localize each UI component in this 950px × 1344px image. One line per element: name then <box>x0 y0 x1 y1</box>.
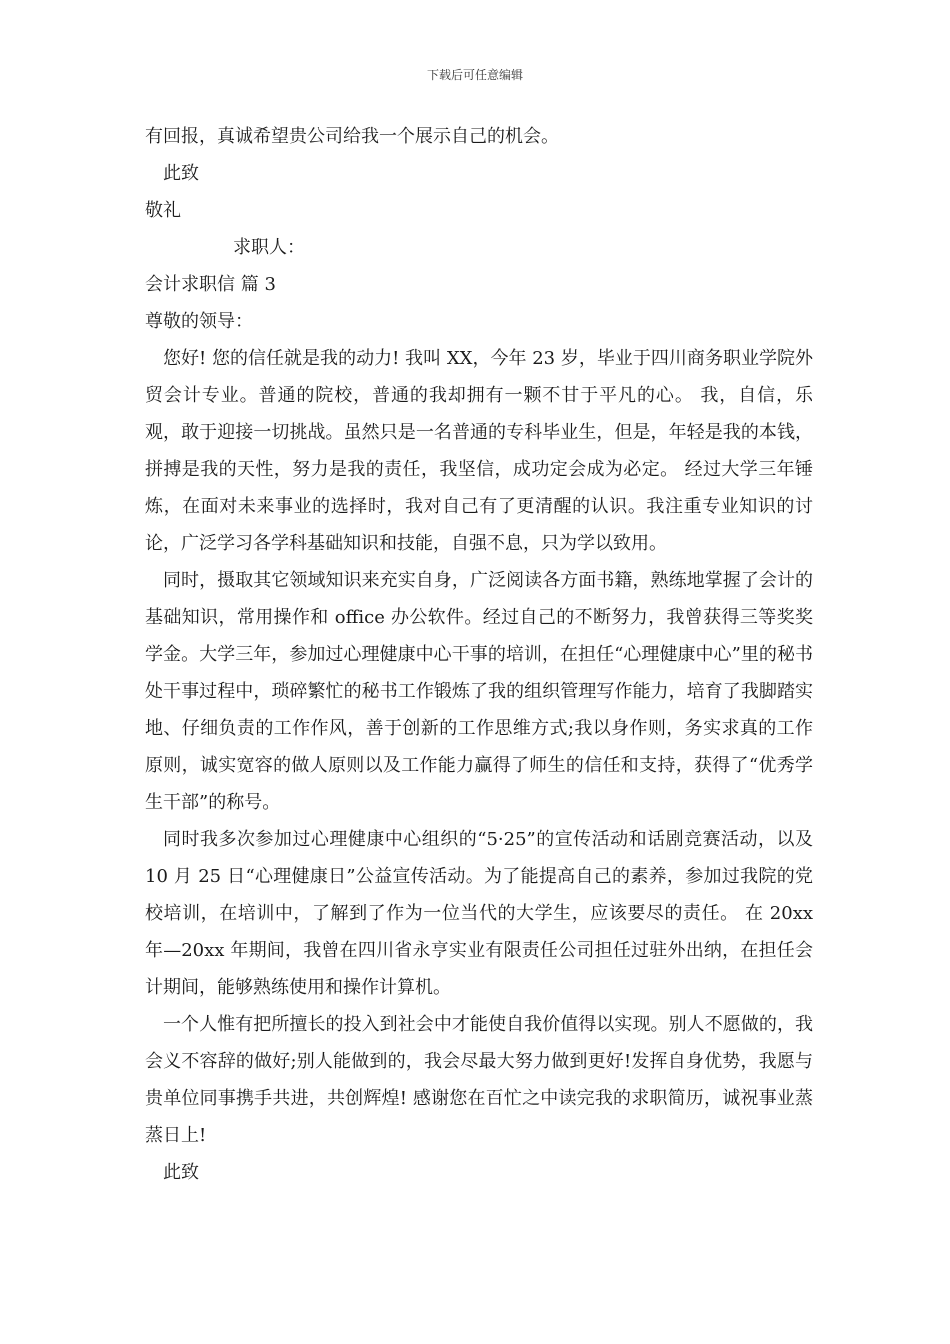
ci-zhi-closing: 此致 <box>163 1162 199 1183</box>
closing-line: 有回报，真诚希望贵公司给我一个展示自己的机会。 <box>145 126 559 147</box>
salutation: 尊敬的领导： <box>145 311 253 332</box>
applicant-signature: 求职人： <box>233 237 305 258</box>
paragraph-4: 一个人惟有把所擅长的投入到社会中才能使自我价值得以实现。别人不愿做的，我会义不容辞的做好;别人能做到的，我会尽最大努力做到更好!发挥自身优势，我愿与贵单位同事携手共进，共创辉煌! 感谢您在百忙之中读完我的求职简历，诚祝事业蒸蒸日上! <box>145 1014 813 1146</box>
paragraph-1: 您好! 您的信任就是我的动力! 我叫 XX，今年 23 岁，毕业于四川商务职业学院外贸会计专业。普通的院校，普通的我却拥有一颗不甘于平凡的心。 我，自信，乐观，敢于迎接一切挑战。虽然只是一名普通的专科毕业生，但是，年轻是我的本钱，拼搏是我的天性，努力是我的责任，我坚信，成功定会成为必定。 经过大学三年锤炼，在面对未来事业的选择时，我对自己有了更清醒的认识。我注重专业知识的讨论，广泛学习各学科基础知识和技能，自强不息，只为学以致用。 <box>145 348 813 554</box>
letter-title: 会计求职信 篇 3 <box>145 274 276 295</box>
paragraph-3: 同时我多次参加过心理健康中心组织的“5·25”的宣传活动和话剧竞赛活动，以及 10 月 25 日“心理健康日”公益宣传活动。为了能提高自己的素养，参加过我院的党校培训，在培训中，了解到了作为一位当代的大学生，应该要尽的责任。 在 20xx 年—20xx 年期间，我曾在四川省永亨实业有限责任公司担任过驻外出纳，在担任会计期间，能够熟练使用和操作计算机。 <box>145 829 813 998</box>
letter-body <box>145 118 813 1191</box>
paragraph-2: 同时，摄取其它领域知识来充实自身，广泛阅读各方面书籍，熟练地掌握了会计的基础知识，常用操作和 office 办公软件。经过自己的不断努力，我曾获得三等奖奖学金。大学三年，参加过心理健康中心干事的培训，在担任“心理健康中心”里的秘书处干事过程中，琐碎繁忙的秘书工作锻炼了我的组织管理写作能力，培育了我脚踏实地、仔细负责的工作作风，善于创新的工作思维方式;我以身作则，务实求真的工作原则，诚实宽容的做人原则以及工作能力赢得了师生的信任和支持，获得了“优秀学生干部”的称号。 <box>145 570 813 813</box>
ci-zhi: 此致 <box>163 163 199 184</box>
jing-li: 敬礼 <box>145 200 181 221</box>
page-header: 下载后可任意编辑 <box>426 68 523 82</box>
